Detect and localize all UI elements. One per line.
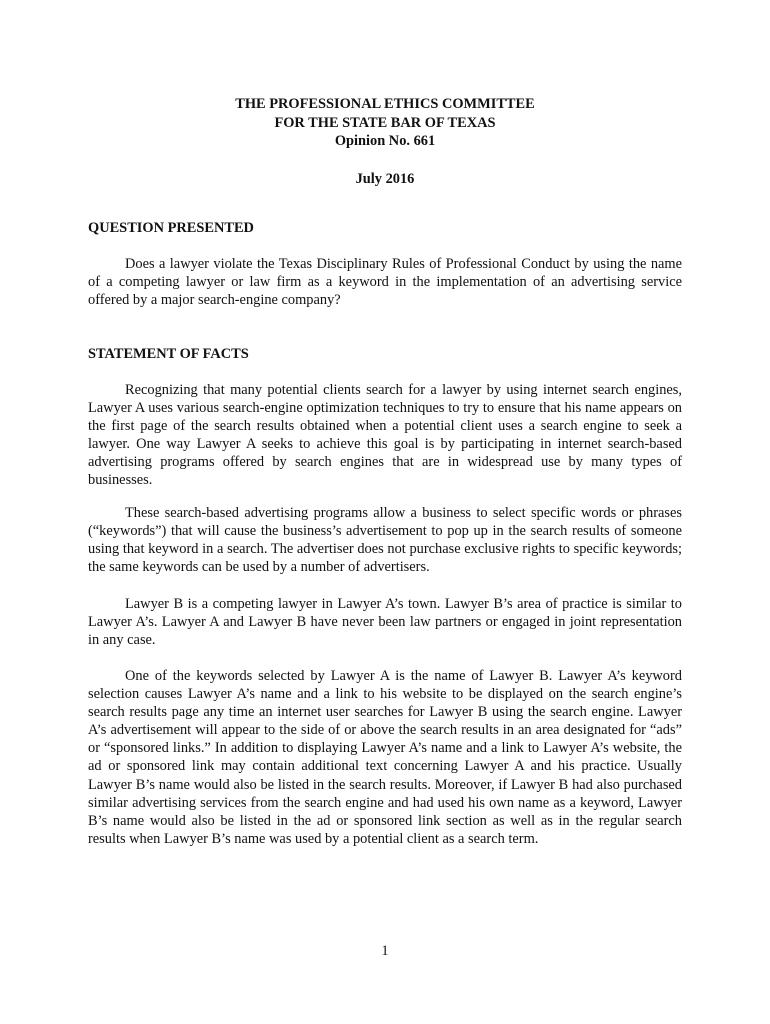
- header-date: July 2016: [355, 170, 415, 187]
- document-header: [0, 95, 770, 188]
- facts-paragraph-1: Recognizing that many potential clients search for a lawyer by using internet search engines, Lawyer A uses various search-engine optimization techniques to try to ensure that his name appears on the first page of the search results obtained when a potential client uses a search engine to seek a lawyer. One way Lawyer A seeks to achieve this goal is by participating in internet search-based advertising programs offered by search engines that are in widespread use by many types of businesses.: [88, 382, 682, 489]
- question-presented-heading: QUESTION PRESENTED: [88, 220, 254, 236]
- page-number: 1: [381, 943, 389, 959]
- header-state-bar: FOR THE STATE BAR OF TEXAS: [274, 114, 496, 131]
- statement-of-facts-heading: STATEMENT OF FACTS: [88, 346, 249, 362]
- facts-paragraph-3: Lawyer B is a competing lawyer in Lawyer A’s town. Lawyer B’s area of practice is similar to Lawyer A’s. Lawyer A and Lawyer B have never been law partners or engaged in joint representation in any case.: [88, 596, 682, 649]
- facts-paragraph-4: One of the keywords selected by Lawyer A is the name of Lawyer B. Lawyer A’s keyword selection causes Lawyer A’s name and a link to his website to be displayed on the search engine’s search results page any time an internet user searches for Lawyer B using the search engine. Lawyer A’s advertisement will appear to the side of or above the search results in an area designated for “ads” or “sponsored links.” In addition to displaying Lawyer A’s name and a link to Lawyer A’s website, the ad or sponsored link may contain additional text concerning Lawyer A and his practice. Usually Lawyer B’s name would also be listed in the search results. Moreover, if Lawyer B had also purchased similar advertising services from the search engine and had used his own name as a keyword, Lawyer B’s name would also be listed in the ad or sponsored link section as well as in the regular search results when Lawyer B’s name was used by a potential client as a search term.: [88, 668, 682, 847]
- facts-paragraph-2: These search-based advertising programs allow a business to select specific words or phrases (“keywords”) that will cause the business’s advertisement to pop up in the search results of someone using that keyword in a search. The advertiser does not purchase exclusive rights to specific keywords; the same keywords can be used by a number of advertisers.: [88, 505, 682, 576]
- header-committee-title: THE PROFESSIONAL ETHICS COMMITTEE: [235, 96, 535, 112]
- question-paragraph: Does a lawyer violate the Texas Disciplinary Rules of Professional Conduct by using the name of a competing lawyer or law firm as a keyword in the implementation of an advertising service offered by a major search-engine company?: [88, 256, 682, 309]
- header-opinion-number: Opinion No. 661: [334, 133, 436, 149]
